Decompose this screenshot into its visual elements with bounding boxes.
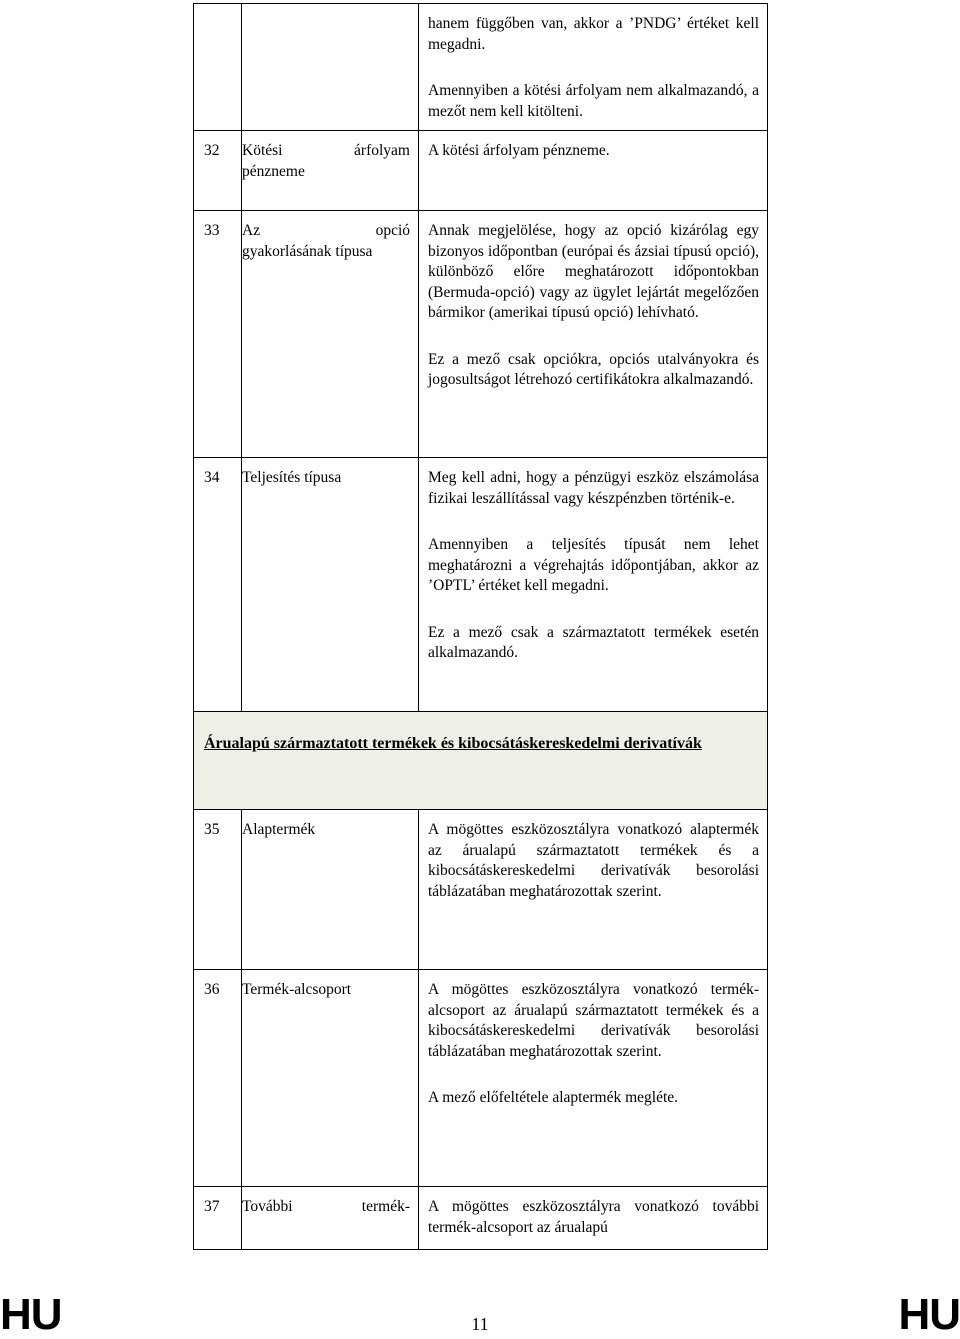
- field-name-word: Az: [242, 222, 261, 239]
- field-name-line: [242, 1197, 410, 1218]
- field-name-word: További: [242, 1198, 293, 1215]
- field-name: [242, 810, 419, 970]
- section-header: [194, 712, 768, 810]
- field-name-word: árfolyam: [354, 142, 410, 159]
- field-description: [419, 131, 768, 211]
- field-name-line: [242, 141, 410, 162]
- field-number: 34: [194, 458, 242, 712]
- field-name: [242, 1187, 419, 1250]
- field-name-line: Alaptermék: [242, 821, 316, 838]
- description-paragraph: A kötési árfolyam pénzneme.: [428, 142, 610, 159]
- field-name-line: pénzneme: [242, 162, 305, 180]
- field-table: [193, 3, 768, 1250]
- field-description: [419, 4, 768, 131]
- description-paragraph: Meg kell adni, hogy a pénzügyi eszköz elszámolása fizikai leszállítással vagy készpénzben történik-e.: [428, 469, 759, 507]
- field-name-word: termék-: [361, 1198, 410, 1215]
- field-name: [242, 458, 419, 712]
- field-number: 35: [194, 810, 242, 970]
- table-row: [194, 211, 768, 458]
- description-paragraph: A mögöttes eszközosztályra vonatkozó további termék-alcsoport az árualapú: [428, 1198, 759, 1236]
- table-row: [194, 4, 768, 131]
- field-number: 37: [194, 1187, 242, 1250]
- field-name-line: Teljesítés típusa: [242, 469, 342, 486]
- description-paragraph: A mögöttes eszközosztályra vonatkozó termék-alcsoport az árualapú származtatott termékek és a kibocsátáskereskedelmi derivatívák besorolási táblázatában meghatározottak szerint.: [428, 981, 759, 1060]
- field-name: [242, 970, 419, 1187]
- field-description: [419, 970, 768, 1187]
- field-name: [242, 211, 419, 458]
- section-title: Árualapú származtatott termékek és kibocsátáskereskedelmi derivatívák: [204, 735, 702, 752]
- description-paragraph: hanem függőben van, akkor a ’PNDG’ értéket kell megadni.: [428, 15, 759, 53]
- field-description: [419, 211, 768, 458]
- description-paragraph: Annak megjelölése, hogy az opció kizárólag egy bizonyos időpontban (európai és ázsiai típusú opció), különböző előre meghatározott időpontokban (Bermuda-opció) vagy az ügylet lejártát megelőzően bármikor (amerikai típusú opció) lehívható.: [428, 222, 759, 321]
- field-name: [242, 4, 419, 131]
- table-row: [194, 458, 768, 712]
- description-paragraph: A mögöttes eszközosztályra vonatkozó alaptermék az árualapú származtatott termékek és a kibocsátáskereskedelmi derivatívák besorolási táblázatában meghatározottak szerint.: [428, 821, 759, 900]
- description-paragraph: Amennyiben a kötési árfolyam nem alkalmazandó, a mezőt nem kell kitölteni.: [428, 82, 759, 120]
- field-description: [419, 810, 768, 970]
- description-paragraph: Ez a mező csak a származtatott termékek esetén alkalmazandó.: [428, 623, 759, 661]
- field-number: [194, 4, 242, 131]
- description-paragraph: Ez a mező csak opciókra, opciós utalványokra és jogosultságot létrehozó certifikátokra alkalmazandó.: [428, 350, 759, 388]
- description-paragraph: A mező előfeltétele alaptermék megléte.: [428, 1089, 679, 1106]
- field-description: [419, 1187, 768, 1250]
- field-name-line: [242, 221, 410, 242]
- field-number: 36: [194, 970, 242, 1187]
- table-row: [194, 131, 768, 211]
- footer-left-mark: HU: [0, 1290, 62, 1339]
- field-name-line: Termék-alcsoport: [242, 981, 352, 998]
- field-name-word: opció: [375, 222, 410, 239]
- description-paragraph: Amennyiben a teljesítés típusát nem lehet meghatározni a végrehajtás időpontjában, akkor az ’OPTL’ értéket kell megadni.: [428, 536, 759, 594]
- footer-right-mark: HU: [898, 1290, 960, 1339]
- field-number: 33: [194, 211, 242, 458]
- field-name-word: Kötési: [242, 142, 283, 159]
- section-row: [194, 712, 768, 810]
- field-number: 32: [194, 131, 242, 211]
- page-number: 11: [471, 1314, 489, 1334]
- table-row: [194, 970, 768, 1187]
- field-description: [419, 458, 768, 712]
- table-row: [194, 1187, 768, 1250]
- table-row: [194, 810, 768, 970]
- field-name: [242, 131, 419, 211]
- field-name-line: gyakorlásának típusa: [242, 242, 373, 260]
